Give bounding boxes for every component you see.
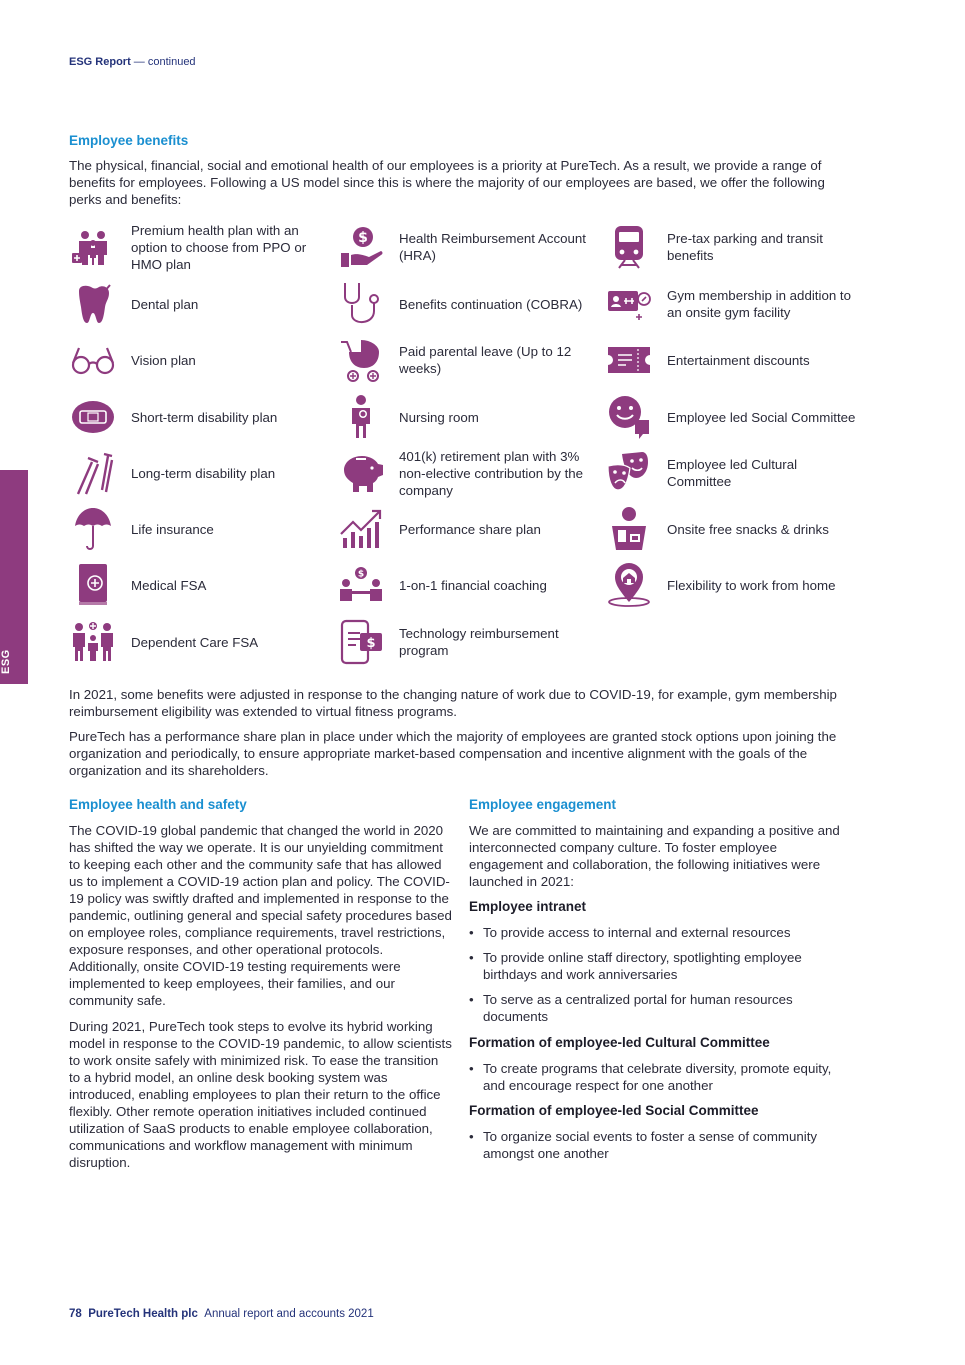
- benefit-label: Flexibility to work from home: [667, 577, 836, 593]
- social-committee-heading: Formation of employee-led Social Committee: [469, 1103, 759, 1118]
- smile-chat-icon: [605, 393, 653, 441]
- benefit-item: [605, 222, 857, 272]
- tooth-icon: [69, 280, 117, 328]
- engagement-intro: We are committed to maintaining and expanding a positive and interconnected company culture. To foster employee engagement and collaboration, the following initiatives were launched in 2021:: [469, 823, 840, 889]
- section-side-tab: [0, 470, 28, 684]
- dollar-hand-icon: [337, 223, 385, 271]
- nursing-icon: [337, 393, 385, 441]
- snacks-icon: [605, 505, 653, 553]
- intranet-heading: Employee intranet: [469, 899, 587, 914]
- dependents-icon: [69, 618, 117, 666]
- home-pin-icon: [605, 561, 653, 609]
- benefit-item: [69, 504, 321, 554]
- benefit-label: Dependent Care FSA: [131, 634, 259, 650]
- benefit-item: [69, 448, 321, 498]
- benefit-label: Pre-tax parking and transit benefits: [667, 231, 823, 263]
- footer-document: Annual report and accounts 2021: [204, 1308, 374, 1320]
- benefit-item: [337, 504, 589, 554]
- phone-dollar-icon: [337, 618, 385, 666]
- benefit-item: [69, 279, 321, 329]
- side-tab-label: ESG: [0, 649, 12, 674]
- benefit-item: [605, 335, 857, 385]
- train-icon: [605, 223, 653, 271]
- health-safety-heading: Employee health and safety: [69, 797, 247, 812]
- family-health-icon: [69, 223, 117, 271]
- crutches-icon: [69, 449, 117, 497]
- theater-masks-icon: [605, 449, 653, 497]
- engagement-heading: Employee engagement: [469, 797, 617, 812]
- ticket-icon: [605, 336, 653, 384]
- piggy-bank-icon: [337, 449, 385, 497]
- coaching-icon: [337, 561, 385, 609]
- medical-book-icon: [69, 561, 117, 609]
- benefit-item: [605, 560, 857, 610]
- health-safety-paragraph-1: The COVID-19 global pandemic that changed the world in 2020 has shifted the way we operate. It is our unyielding commitment to keeping each other and the community safe that has allowed us to implement a COVID-19 action plan and policy. The COVID-19 policy was swiftly drafted and implemented in response to the pandemic, outlining general and special safety procedures based on employee roles, compliance requirements, travel restrictions, exposure responses, and other operational protocols. Additionally, onsite COVID-19 testing requirements were implemented to keep employees, their families, and our community safe.: [69, 823, 452, 1008]
- stroller-icon: [337, 336, 385, 384]
- benefit-item: [337, 392, 589, 442]
- svg-text:$: $: [366, 636, 376, 651]
- intranet-list: [469, 924, 839, 1033]
- svg-text:$: $: [358, 230, 368, 246]
- benefit-item: [69, 392, 321, 442]
- health-safety-paragraph-2: During 2021, PureTech took steps to evolve its hybrid working model in response to the COVID-19 pandemic, to allow scientists to work onsite safely with minimized risk. To ease the transition to a hybrid model, an online desk booking system was introduced, enabling employees to plan their return to the office flexibly. Other remote operation initiatives included continued utilization of SaaS products to enable employee collaboration, communications and workflow management with minimum disruption.: [69, 1019, 452, 1170]
- benefit-item: [605, 504, 857, 554]
- cultural-committee-list: [469, 1060, 839, 1102]
- benefit-item: [337, 335, 589, 385]
- header-section: ESG Report: [69, 56, 131, 68]
- benefit-item: [337, 560, 589, 610]
- list-item: • To provide access to internal and external resources: [469, 924, 839, 941]
- bandage-icon: [69, 393, 117, 441]
- benefit-item: [337, 448, 589, 498]
- running-header: [69, 56, 196, 68]
- benefit-label: Gym membership in addition to an onsite gym facility: [667, 288, 852, 320]
- benefit-label: 401(k) retirement plan with 3% non-elective contribution by the company: [399, 448, 584, 498]
- benefit-label: Premium health plan with an option to choose from PPO or HMO plan: [131, 222, 307, 272]
- benefit-label: Employee led Cultural Committee: [667, 457, 798, 489]
- list-item: • To organize social events to foster a sense of community amongst one another: [469, 1128, 849, 1162]
- benefits-intro: The physical, financial, social and emotional health of our employees is a priority at PureTech. As a result, we provide a range of benefits for employees. Following a US model since this is where the majority of our employees are based, we offer the following perks and benefits:: [69, 158, 825, 207]
- benefit-item: [337, 222, 589, 272]
- benefit-label: 1-on-1 financial coaching: [399, 577, 547, 593]
- benefit-label: Benefits continuation (COBRA): [399, 296, 583, 312]
- page-number: 78: [69, 1308, 82, 1320]
- benefit-label: Performance share plan: [399, 521, 541, 537]
- glasses-icon: [69, 336, 117, 384]
- benefit-label: Entertainment discounts: [667, 352, 810, 368]
- benefits-heading: Employee benefits: [69, 133, 189, 148]
- header-continued: — continued: [130, 56, 196, 68]
- benefit-label: Dental plan: [131, 296, 199, 312]
- footer-company: PureTech Health plc: [88, 1308, 198, 1320]
- stethoscope-icon: [337, 280, 385, 328]
- benefit-item: [69, 560, 321, 610]
- gym-card-icon: [605, 280, 653, 328]
- benefits-paragraph-2: In 2021, some benefits were adjusted in response to the changing nature of work due to COVID-19, for example, gym membership reimbursement eligibility was extended to virtual fitness programs.: [69, 687, 837, 719]
- benefit-label: Health Reimbursement Account (HRA): [399, 231, 586, 263]
- social-committee-list: [469, 1128, 849, 1170]
- umbrella-icon: [69, 505, 117, 553]
- svg-text:$: $: [357, 569, 365, 580]
- benefit-label: Onsite free snacks & drinks: [667, 521, 829, 537]
- benefits-paragraph-3: PureTech has a performance share plan in place under which the majority of employees are granted stock options upon joining the organization and periodically, to ensure appropriate market-based compensation and incentive alignment with the goals of the organization and its shareholders.: [69, 729, 837, 778]
- benefit-item: [337, 279, 589, 329]
- benefit-item: [605, 448, 857, 498]
- benefit-label: Long-term disability plan: [131, 465, 276, 481]
- page-footer: [69, 1308, 374, 1320]
- benefit-label: Short-term disability plan: [131, 409, 278, 425]
- benefit-label: Technology reimbursement program: [399, 626, 559, 658]
- benefit-label: Life insurance: [131, 521, 214, 537]
- list-item: • To serve as a centralized portal for human resources documents: [469, 991, 839, 1025]
- benefit-label: Paid parental leave (Up to 12 weeks): [399, 344, 572, 376]
- list-item: • To provide online staff directory, spotlighting employee birthdays and work anniversaries: [469, 949, 839, 983]
- benefit-label: Employee led Social Committee: [667, 409, 856, 425]
- benefit-item: [605, 392, 857, 442]
- cultural-committee-heading: Formation of employee-led Cultural Committee: [469, 1035, 770, 1050]
- list-item: • To create programs that celebrate diversity, promote equity, and encourage respect for one another: [469, 1060, 839, 1094]
- benefit-item: [69, 617, 321, 667]
- benefit-item: [69, 335, 321, 385]
- benefit-label: Nursing room: [399, 409, 479, 425]
- benefit-item: [69, 222, 321, 272]
- benefit-label: Vision plan: [131, 352, 196, 368]
- benefit-item: [605, 279, 857, 329]
- benefit-label: Medical FSA: [131, 577, 207, 593]
- growth-chart-icon: [337, 505, 385, 553]
- benefit-item: [337, 617, 589, 667]
